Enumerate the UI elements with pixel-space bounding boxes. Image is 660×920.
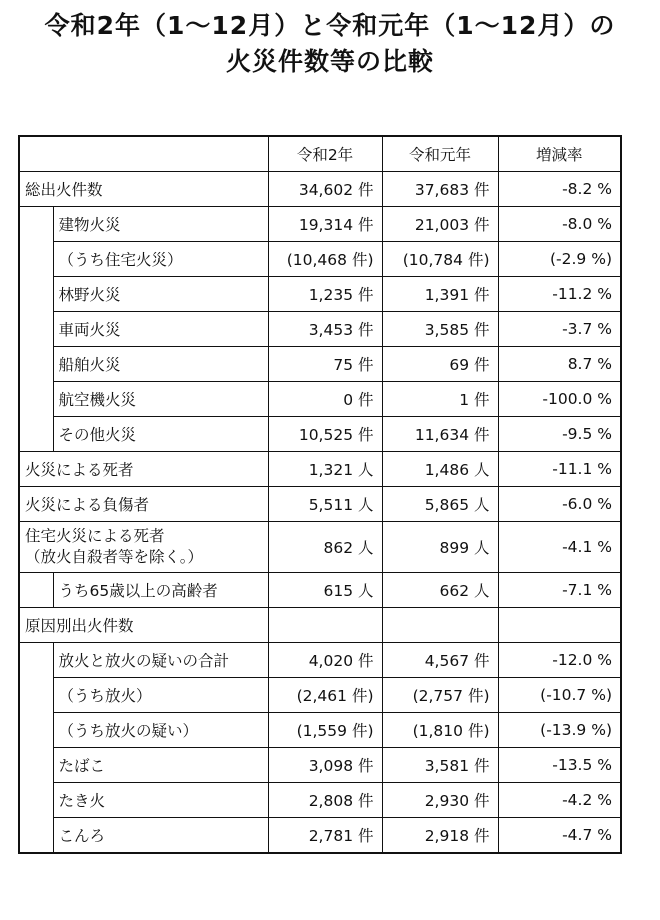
indent-cell bbox=[19, 207, 53, 242]
value-reiwa2: 1,235 件 bbox=[268, 277, 382, 312]
value-rate: -6.0 % bbox=[498, 487, 621, 522]
table-row bbox=[19, 608, 621, 643]
value-reiwa2: (10,468 件) bbox=[268, 242, 382, 277]
row-label: 放火と放火の疑いの合計 bbox=[53, 643, 268, 678]
table-row bbox=[19, 818, 621, 854]
row-label: たばこ bbox=[53, 748, 268, 783]
indent-cell bbox=[19, 678, 53, 713]
value-rate: -12.0 % bbox=[498, 643, 621, 678]
value-rate: (-10.7 %) bbox=[498, 678, 621, 713]
value-reiwa2: 19,314 件 bbox=[268, 207, 382, 242]
row-label: （うち放火の疑い） bbox=[53, 713, 268, 748]
value-reiwa1: 1 件 bbox=[382, 382, 498, 417]
row-label: たき火 bbox=[53, 783, 268, 818]
value-reiwa2: 10,525 件 bbox=[268, 417, 382, 452]
value-reiwa2: 5,511 人 bbox=[268, 487, 382, 522]
value-rate: -4.7 % bbox=[498, 818, 621, 854]
table-row bbox=[19, 643, 621, 678]
row-label: こんろ bbox=[53, 818, 268, 854]
table-row bbox=[19, 573, 621, 608]
value-reiwa1: 2,930 件 bbox=[382, 783, 498, 818]
row-label: 建物火災 bbox=[53, 207, 268, 242]
value-reiwa1: 5,865 人 bbox=[382, 487, 498, 522]
table-row bbox=[19, 172, 621, 207]
value-reiwa1: 37,683 件 bbox=[382, 172, 498, 207]
value-rate: -9.5 % bbox=[498, 417, 621, 452]
indent-cell bbox=[19, 382, 53, 417]
row-label: （うち住宅火災） bbox=[53, 242, 268, 277]
table-row bbox=[19, 487, 621, 522]
row-label: 船舶火災 bbox=[53, 347, 268, 382]
value-reiwa2: 1,321 人 bbox=[268, 452, 382, 487]
row-label: 火災による死者 bbox=[19, 452, 268, 487]
table-row bbox=[19, 678, 621, 713]
table-row bbox=[19, 522, 621, 573]
value-rate: -4.1 % bbox=[498, 522, 621, 573]
value-reiwa1: 2,918 件 bbox=[382, 818, 498, 854]
row-label: （うち放火） bbox=[53, 678, 268, 713]
value-reiwa1: 1,391 件 bbox=[382, 277, 498, 312]
value-reiwa1: 3,585 件 bbox=[382, 312, 498, 347]
value-reiwa2: 3,453 件 bbox=[268, 312, 382, 347]
value-rate: -11.1 % bbox=[498, 452, 621, 487]
row-label: 総出火件数 bbox=[19, 172, 268, 207]
page-title-line2: 火災件数等の比較 bbox=[225, 47, 434, 76]
value-reiwa2: 3,098 件 bbox=[268, 748, 382, 783]
indent-cell bbox=[19, 242, 53, 277]
indent-cell bbox=[19, 312, 53, 347]
table-row bbox=[19, 242, 621, 277]
header-rate: 増減率 bbox=[498, 136, 621, 172]
value-reiwa2: (2,461 件) bbox=[268, 678, 382, 713]
header-blank-cell bbox=[19, 136, 268, 172]
row-label: 林野火災 bbox=[53, 277, 268, 312]
value-rate: -11.2 % bbox=[498, 277, 621, 312]
value-reiwa1: (2,757 件) bbox=[382, 678, 498, 713]
row-label: うち65歳以上の高齢者 bbox=[53, 573, 268, 608]
fire-comparison-table bbox=[18, 135, 622, 854]
table-row bbox=[19, 748, 621, 783]
table-row bbox=[19, 277, 621, 312]
value-reiwa2: 862 人 bbox=[268, 522, 382, 573]
row-label-multiline bbox=[19, 522, 268, 573]
table-row bbox=[19, 417, 621, 452]
empty-cell bbox=[498, 608, 621, 643]
indent-cell bbox=[19, 713, 53, 748]
value-rate: -7.1 % bbox=[498, 573, 621, 608]
indent-cell bbox=[19, 347, 53, 382]
indent-cell bbox=[19, 643, 53, 678]
indent-cell bbox=[19, 417, 53, 452]
header-reiwa1: 令和元年 bbox=[382, 136, 498, 172]
table-header-row bbox=[19, 136, 621, 172]
value-reiwa1: 3,581 件 bbox=[382, 748, 498, 783]
table-row bbox=[19, 312, 621, 347]
value-reiwa1: 4,567 件 bbox=[382, 643, 498, 678]
value-rate: -3.7 % bbox=[498, 312, 621, 347]
value-reiwa2: 2,781 件 bbox=[268, 818, 382, 854]
value-reiwa1: 899 人 bbox=[382, 522, 498, 573]
row-label: その他火災 bbox=[53, 417, 268, 452]
indent-cell bbox=[19, 748, 53, 783]
row-label: 住宅火災による死者 bbox=[25, 527, 165, 545]
value-rate: -8.2 % bbox=[498, 172, 621, 207]
value-rate: -4.2 % bbox=[498, 783, 621, 818]
indent-cell bbox=[19, 573, 53, 608]
row-label-note: （放火自殺者等を除く。） bbox=[25, 548, 203, 566]
table-row bbox=[19, 207, 621, 242]
table-row bbox=[19, 382, 621, 417]
value-reiwa1: 11,634 件 bbox=[382, 417, 498, 452]
row-label: 航空機火災 bbox=[53, 382, 268, 417]
value-rate: (-13.9 %) bbox=[498, 713, 621, 748]
table-row bbox=[19, 347, 621, 382]
indent-cell bbox=[19, 277, 53, 312]
value-reiwa2: 75 件 bbox=[268, 347, 382, 382]
indent-cell bbox=[19, 783, 53, 818]
value-rate: (-2.9 %) bbox=[498, 242, 621, 277]
row-label: 車両火災 bbox=[53, 312, 268, 347]
value-reiwa1: 1,486 人 bbox=[382, 452, 498, 487]
value-reiwa1: 662 人 bbox=[382, 573, 498, 608]
value-rate: -13.5 % bbox=[498, 748, 621, 783]
value-reiwa1: 69 件 bbox=[382, 347, 498, 382]
value-rate: -100.0 % bbox=[498, 382, 621, 417]
value-reiwa2: 0 件 bbox=[268, 382, 382, 417]
value-rate: -8.0 % bbox=[498, 207, 621, 242]
value-reiwa1: 21,003 件 bbox=[382, 207, 498, 242]
empty-cell bbox=[382, 608, 498, 643]
value-rate: 8.7 % bbox=[498, 347, 621, 382]
table-row bbox=[19, 452, 621, 487]
value-reiwa2: (1,559 件) bbox=[268, 713, 382, 748]
table-row bbox=[19, 783, 621, 818]
value-reiwa1: (10,784 件) bbox=[382, 242, 498, 277]
page-title-line1: 令和2年（1～12月）と令和元年（1～12月）の bbox=[44, 11, 616, 40]
header-reiwa2: 令和2年 bbox=[268, 136, 382, 172]
empty-cell bbox=[268, 608, 382, 643]
row-label: 原因別出火件数 bbox=[19, 608, 268, 643]
value-reiwa2: 4,020 件 bbox=[268, 643, 382, 678]
value-reiwa2: 2,808 件 bbox=[268, 783, 382, 818]
indent-cell bbox=[19, 818, 53, 854]
value-reiwa1: (1,810 件) bbox=[382, 713, 498, 748]
row-label: 火災による負傷者 bbox=[19, 487, 268, 522]
value-reiwa2: 615 人 bbox=[268, 573, 382, 608]
table-row bbox=[19, 713, 621, 748]
value-reiwa2: 34,602 件 bbox=[268, 172, 382, 207]
